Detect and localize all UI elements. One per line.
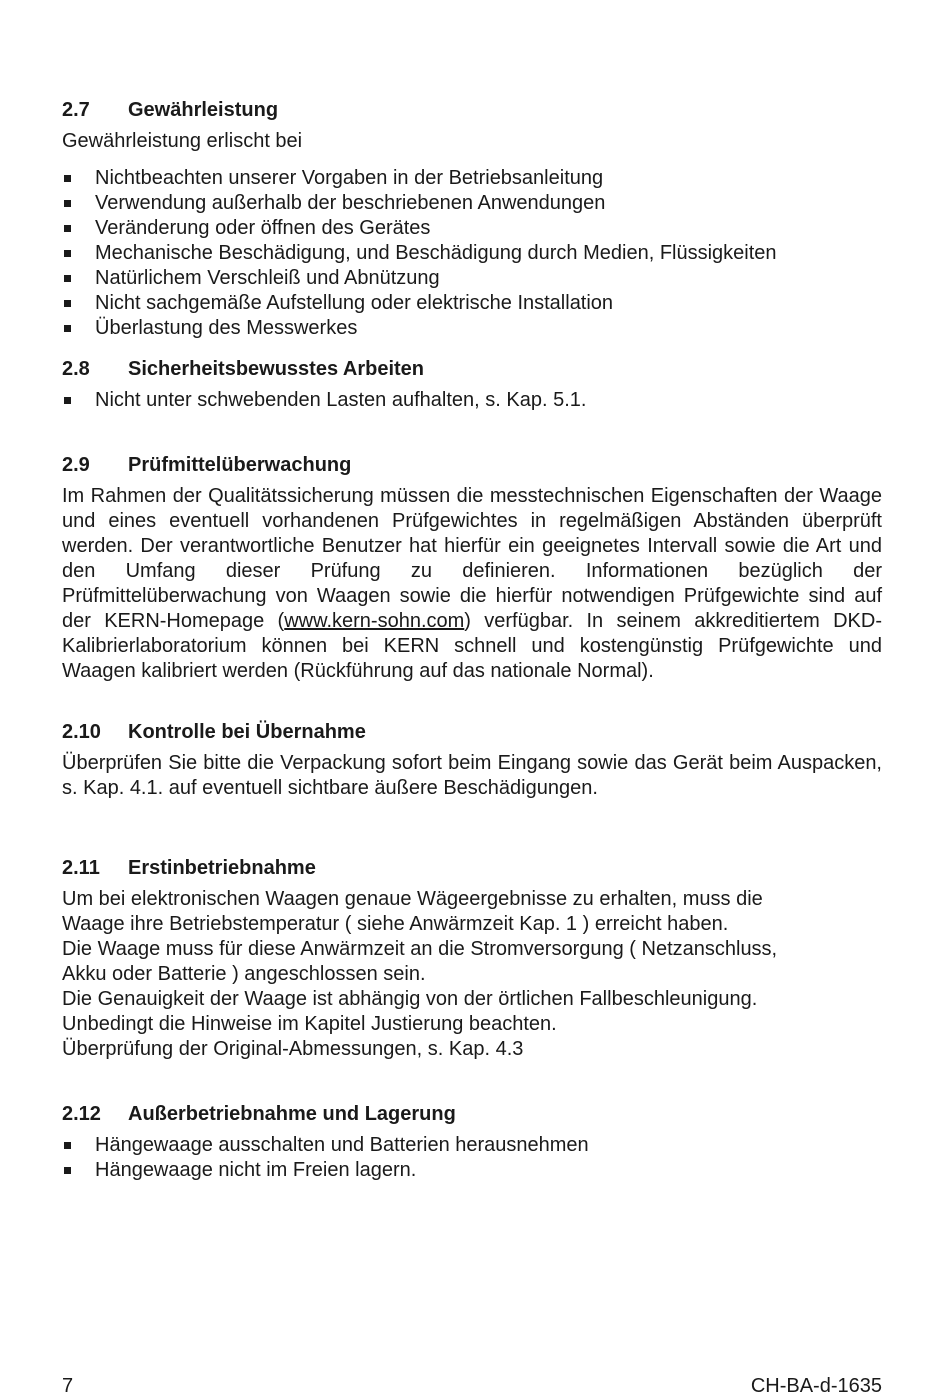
section-2-7-intro: Gewährleistung erlischt bei (62, 130, 303, 152)
section-2-8-list (62, 388, 882, 413)
section-2-9-heading (62, 453, 882, 478)
section-2-9-paragraph (62, 484, 882, 684)
list-item: Nicht unter schwebenden Lasten aufhalten, s. Kap. 5.1. (62, 388, 882, 413)
section-2-7-heading (62, 98, 882, 123)
section-number: 2.9 (62, 454, 90, 476)
text-line: Akku oder Batterie ) angeschlossen sein. (62, 963, 426, 985)
kern-homepage-link[interactable]: www.kern-sohn.com (284, 610, 465, 632)
document-code: CH-BA-d-1635 (750, 1375, 882, 1397)
section-number: 2.12 (62, 1103, 101, 1125)
list-item: Veränderung oder öffnen des Gerätes (62, 216, 882, 241)
section-2-10-heading (62, 720, 882, 745)
document-body (62, 96, 882, 1183)
section-title: Gewährleistung (128, 99, 279, 121)
text-line: Unbedingt die Hinweise im Kapitel Justierung beachten. (62, 1013, 557, 1035)
text-line: Um bei elektronischen Waagen genaue Wägeergebnisse zu erhalten, muss die (62, 888, 763, 910)
paragraph-text: Im Rahmen der Qualitätssicherung müssen die messtechnischen Eigenschaften der Waage und eines eventuell vorhandenen Prüfgewichtes in regelmäßigen Abständen überprüft werden. Der verantwortliche Benutzer hat hierfür ein geeignetes Intervall sowie die Art und den Umfang dieser Prüfung zu definieren. Informationen bezüglich der Prüfmittelüberwachung von Waagen sowie die hierfür notwendigen Prüfgewichte sind auf der KERN-Homepage ( (62, 485, 882, 632)
section-2-11-heading (62, 856, 882, 881)
section-2-7-list (62, 166, 882, 341)
section-2-8-heading (62, 357, 882, 382)
section-title: Kontrolle bei Übernahme (128, 721, 366, 743)
paragraph-text: ) verfügbar. In seinem akkreditiertem DKD-Kalibrierlaboratorium können bei KERN schnell und kostengünstig Prüfgewichte und Waagen kalibriert werden (Rückführung auf das nationale Normal). (62, 610, 883, 682)
section-number: 2.11 (62, 857, 100, 879)
list-item: Natürlichem Verschleiß und Abnützung (62, 266, 882, 291)
text-line: Waage ihre Betriebstemperatur ( siehe Anwärmzeit Kap. 1 ) erreicht haben. (62, 913, 729, 935)
section-number: 2.10 (62, 721, 101, 743)
section-title: Prüfmittelüberwachung (128, 454, 352, 476)
section-2-12-list (62, 1133, 882, 1183)
section-number: 2.7 (62, 99, 90, 121)
section-title: Sicherheitsbewusstes Arbeiten (128, 358, 425, 380)
page-number: 7 (62, 1375, 74, 1397)
text-line: Die Waage muss für diese Anwärmzeit an die Stromversorgung ( Netzanschluss, (62, 938, 778, 960)
section-2-12-heading (62, 1102, 882, 1127)
list-item: Mechanische Beschädigung, und Beschädigung durch Medien, Flüssigkeiten (62, 241, 882, 266)
section-number: 2.8 (62, 358, 90, 380)
list-item: Überlastung des Messwerkes (62, 316, 882, 341)
section-title: Erstinbetriebnahme (128, 857, 316, 879)
list-item: Hängewaage ausschalten und Batterien herausnehmen (62, 1133, 882, 1158)
list-item: Nichtbeachten unserer Vorgaben in der Betriebsanleitung (62, 166, 882, 191)
text-line: Überprüfung der Original-Abmessungen, s. Kap. 4.3 (62, 1038, 524, 1060)
text-line: Die Genauigkeit der Waage ist abhängig von der örtlichen Fallbeschleunigung. (62, 988, 758, 1010)
section-2-10-paragraph: Überprüfen Sie bitte die Verpackung sofort beim Eingang sowie das Gerät beim Auspacken, s. Kap. 4.1. auf eventuell sichtbare äußere Beschädigungen. (62, 752, 882, 799)
page-footer (62, 1374, 882, 1399)
list-item: Verwendung außerhalb der beschriebenen Anwendungen (62, 191, 882, 216)
list-item: Hängewaage nicht im Freien lagern. (62, 1158, 882, 1183)
section-2-11-text (62, 887, 882, 1062)
list-item: Nicht sachgemäße Aufstellung oder elektrische Installation (62, 291, 882, 316)
section-title: Außerbetriebnahme und Lagerung (128, 1103, 456, 1125)
